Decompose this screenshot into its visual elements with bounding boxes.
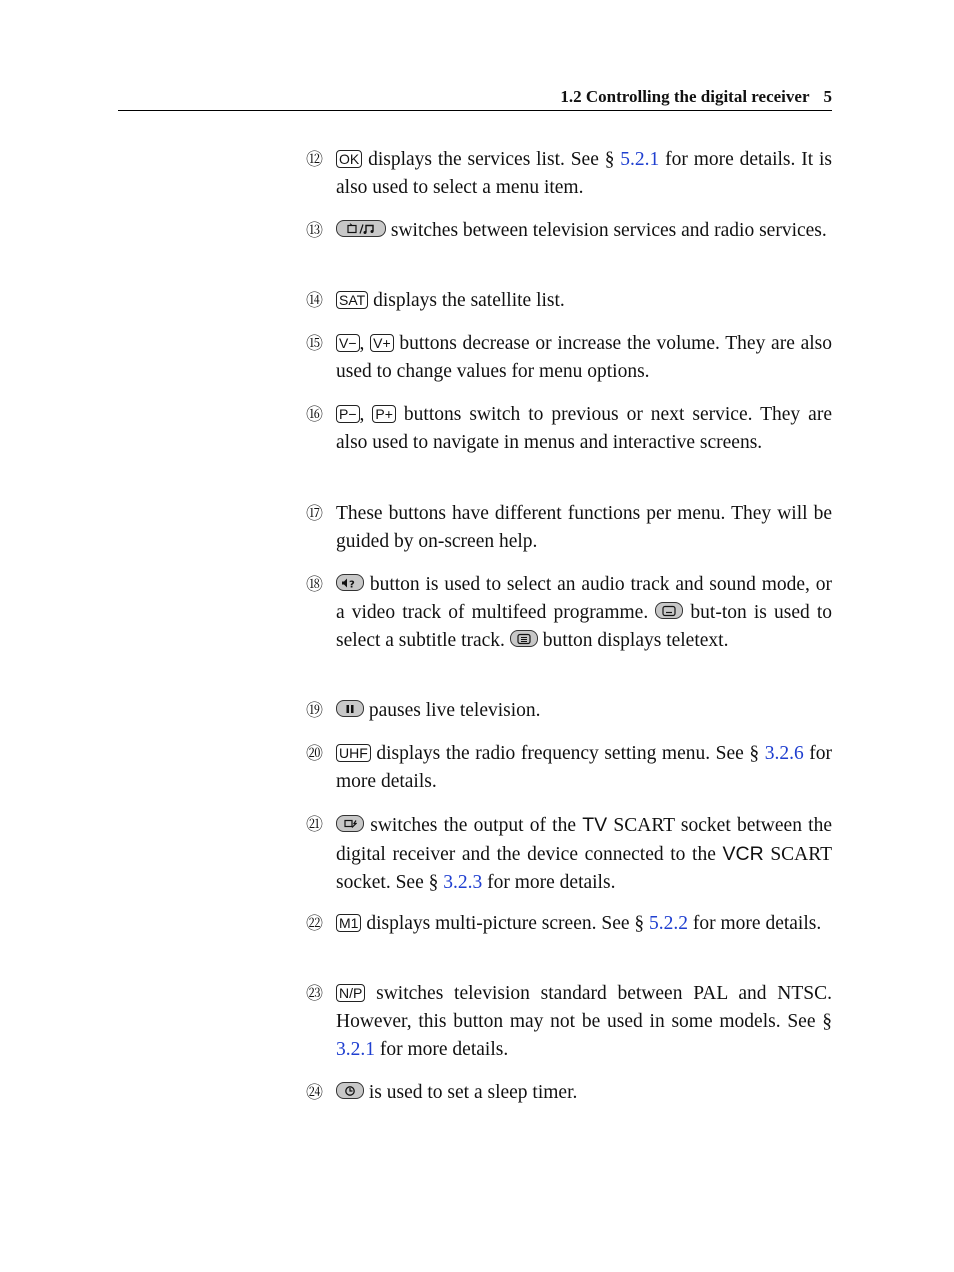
item-text: switches between television services and radio services.	[386, 220, 827, 241]
uhf-key-icon: UHF	[336, 744, 371, 762]
item-text: switches the output of the	[364, 815, 583, 836]
item-text: button displays teletext.	[537, 630, 729, 651]
pause-key-icon	[336, 700, 364, 717]
sat-key-icon: SAT	[336, 291, 368, 309]
audio-key-icon	[336, 574, 364, 591]
item-number: ㉑	[306, 815, 323, 835]
program-up-key-icon: P+	[372, 405, 396, 423]
item-number: ⑭	[306, 291, 323, 311]
section-link[interactable]: 5.2.2	[649, 913, 689, 934]
scart-switch-key-icon	[336, 815, 364, 832]
program-down-key-icon: P−	[336, 405, 360, 423]
volume-down-key-icon: V−	[336, 334, 360, 352]
item-number: ⑫	[306, 150, 323, 170]
list-item-18	[306, 571, 832, 655]
item-text: displays the services list. See §	[362, 149, 621, 170]
list-item-20	[306, 740, 832, 796]
item-text: displays the satellite list.	[368, 290, 565, 311]
item-text: for more details.	[482, 872, 616, 893]
item-number: ⑱	[306, 575, 323, 595]
item-text: displays multi-picture screen. See §	[361, 913, 650, 934]
item-number: ㉓	[306, 984, 323, 1004]
item-number: ⑰	[306, 504, 323, 524]
np-key-icon: N/P	[336, 984, 365, 1002]
item-number: ⑮	[306, 334, 323, 354]
teletext-key-icon	[510, 630, 538, 647]
item-text: ,	[359, 333, 371, 354]
item-text: for more details.	[375, 1039, 509, 1060]
vcr-label: VCR	[722, 843, 764, 865]
item-text: button is used to select an audio track and sound mode, or a video track of multifeed programme.	[336, 574, 832, 623]
item-number: ⑲	[306, 701, 323, 721]
item-text: is used to set a sleep timer.	[364, 1082, 578, 1103]
section-link[interactable]: 3.2.6	[764, 743, 804, 764]
sleep-timer-key-icon	[336, 1082, 364, 1099]
list-item-24	[306, 1079, 832, 1107]
list-item-22	[306, 910, 832, 938]
section-link[interactable]: 3.2.1	[336, 1039, 375, 1060]
item-number: ㉒	[306, 914, 323, 934]
tv-label: TV	[582, 814, 608, 836]
list-item-16	[306, 401, 832, 457]
volume-up-key-icon: V+	[370, 334, 394, 352]
item-number: ㉔	[306, 1083, 323, 1103]
list-item-12	[306, 146, 832, 202]
ok-key-icon: OK	[336, 150, 362, 168]
page-number: 5	[823, 87, 832, 106]
item-text: buttons switch to previous or next service. They are also used to navigate in menus and interactive screens.	[336, 404, 832, 453]
item-text: ,	[359, 404, 373, 425]
svg-text:?: ?	[349, 579, 355, 588]
list-item-23	[306, 980, 832, 1064]
header-rule	[118, 110, 832, 111]
item-text: for more details.	[688, 913, 822, 934]
item-text: for more details. It is also used to select a menu item.	[336, 149, 833, 198]
list-item-21	[306, 811, 832, 897]
item-number: ⑬	[306, 221, 323, 241]
item-text: but-ton is used to select a subtitle track.	[336, 602, 832, 651]
list-item-13	[306, 217, 832, 245]
section-link[interactable]: 3.2.3	[443, 872, 483, 893]
item-text: These buttons have different functions per menu. They will be guided by on-screen help.	[336, 503, 832, 552]
tv-radio-key-icon	[336, 220, 386, 237]
section-link[interactable]: 5.2.1	[620, 149, 660, 170]
m1-key-icon: M1	[336, 914, 361, 932]
subtitle-key-icon	[655, 602, 683, 619]
list-item-17	[306, 500, 832, 556]
item-number: ⑳	[306, 744, 323, 764]
section-title: 1.2 Controlling the digital receiver	[560, 87, 810, 106]
item-text: pauses live television.	[364, 700, 541, 721]
item-text: SCART socket between the digital receiver and the device connected to the	[336, 815, 832, 865]
list-item-14	[306, 287, 832, 315]
item-text: displays the radio frequency setting menu. See §	[370, 743, 765, 764]
running-head	[118, 87, 832, 107]
list-item-19	[306, 697, 832, 725]
item-text: buttons decrease or increase the volume. They are also used to change values for menu options.	[336, 333, 832, 382]
item-number: ⑯	[306, 405, 323, 425]
item-text: SCART socket. See §	[336, 844, 832, 893]
item-text: for more details.	[336, 743, 833, 792]
item-text: switches television standard between PAL and NTSC. However, this button may not be used in some models. See §	[336, 983, 832, 1032]
list-item-15	[306, 330, 832, 386]
